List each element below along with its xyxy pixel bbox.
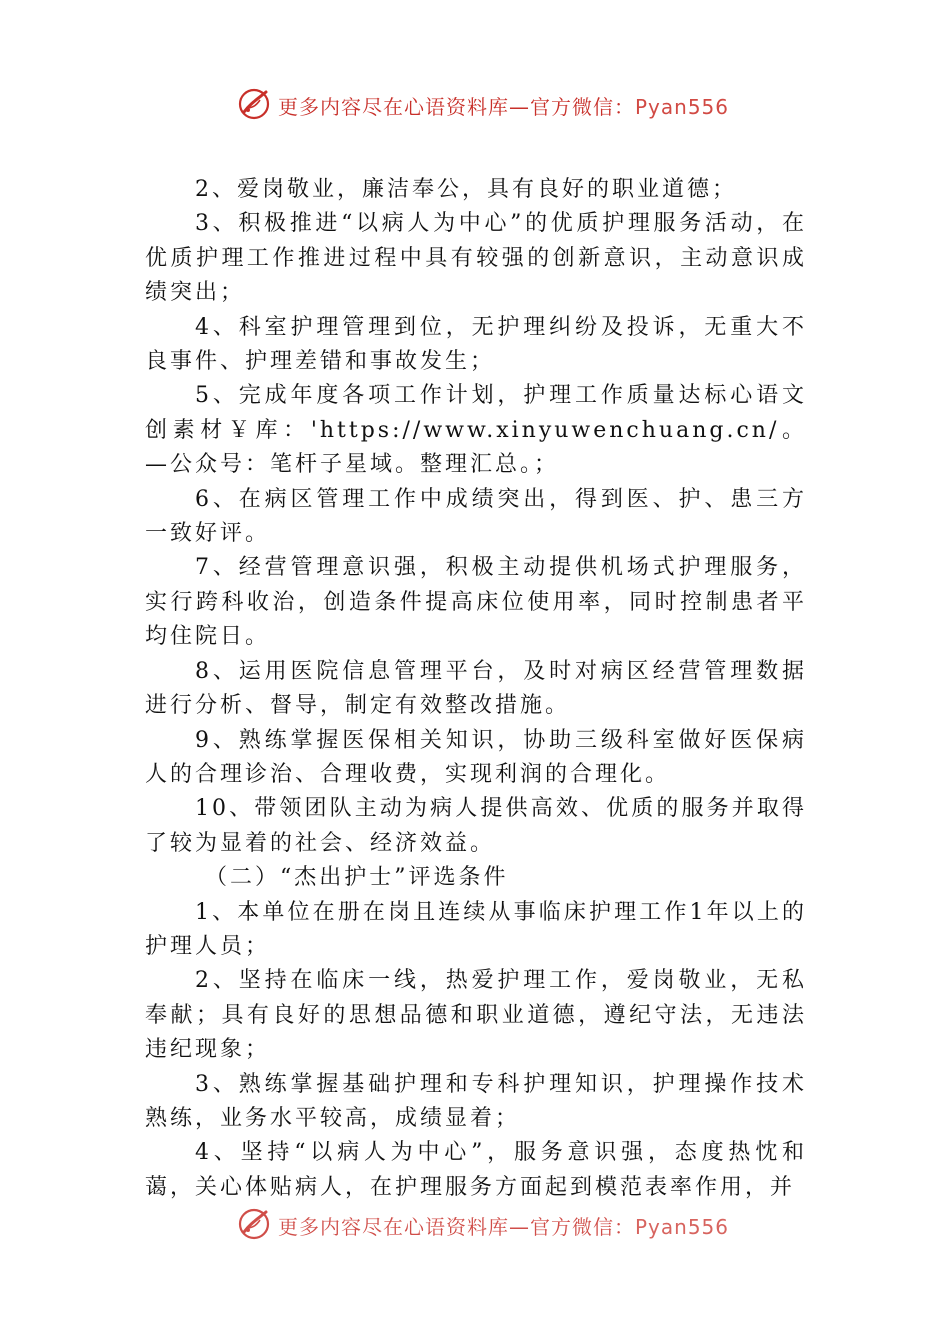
paragraph-2: 3、积极推进“以病人为中心”的优质护理服务活动，在优质护理工作推进过程中具有较强的创新意识，主动意识成绩突出； xyxy=(145,211,807,306)
paragraph-5: 6、在病区管理工作中成绩突出，得到医、护、患三方一致好评。 xyxy=(145,486,807,547)
paragraph-10: 1、本单位在册在岗且连续从事临床护理工作1年以上的护理人员； xyxy=(145,899,807,959)
watermark-text: 更多内容尽在心语资料库—官方微信：Pyan556 xyxy=(278,95,730,119)
paragraph-11: 2、坚持在临床一线，热爱护理工作，爱岗敬业，无私奉献；具有良好的思想品德和职业道德，遵纪守法，无违法违纪现象； xyxy=(145,968,807,1063)
paragraph-4: 5、完成年度各项工作计划，护理工作质量达标心语文创素材￥库：'https://www.xinyuwenchuang.cn/。—公众号：笔杆子星域。整理汇总。； xyxy=(145,383,807,478)
pen-logo-icon xyxy=(236,86,272,122)
wechat-id: Pyan556 xyxy=(635,1215,730,1239)
paragraph-13: 4、坚持“以病人为中心”，服务意识强，态度热忱和蔼，关心体贴病人，在护理服务方面起到模范表率作用，并 xyxy=(145,1140,807,1200)
paragraph-9: 10、带领团队主动为病人提供高效、优质的服务并取得了较为显着的社会、经济效益。 xyxy=(145,796,807,856)
paragraph-1: 2、爱岗敬业，廉洁奉公，具有良好的职业道德； xyxy=(195,177,737,202)
watermark-text: 更多内容尽在心语资料库—官方微信：Pyan556 xyxy=(278,1215,730,1239)
section-heading: （二）“杰出护士”评选条件 xyxy=(205,865,509,891)
wechat-id: Pyan556 xyxy=(635,95,730,119)
paragraph-8: 9、熟练掌握医保相关知识，协助三级科室做好医保病人的合理诊治、合理收费，实现利润的合理化。 xyxy=(145,727,807,787)
watermark-footer xyxy=(0,1206,950,1242)
paragraph-3: 4、科室护理管理到位，无护理纠纷及投诉，无重大不良事件、护理差错和事故发生； xyxy=(145,314,807,375)
paragraph-7: 8、运用医院信息管理平台，及时对病区经营管理数据进行分析、督导，制定有效整改措施。 xyxy=(145,658,807,719)
paragraph-6: 7、经营管理意识强，积极主动提供机场式护理服务，实行跨科收治，创造条件提高床位使用率，同时控制患者平均住院日。 xyxy=(145,555,807,650)
watermark-header xyxy=(0,86,950,122)
paragraph-12: 3、熟练掌握基础护理和专科护理知识，护理操作技术熟练，业务水平较高，成绩显着； xyxy=(145,1071,807,1131)
document-body xyxy=(145,173,807,1205)
pen-logo-icon xyxy=(236,1206,272,1242)
page-bottom-mask xyxy=(0,1236,950,1344)
